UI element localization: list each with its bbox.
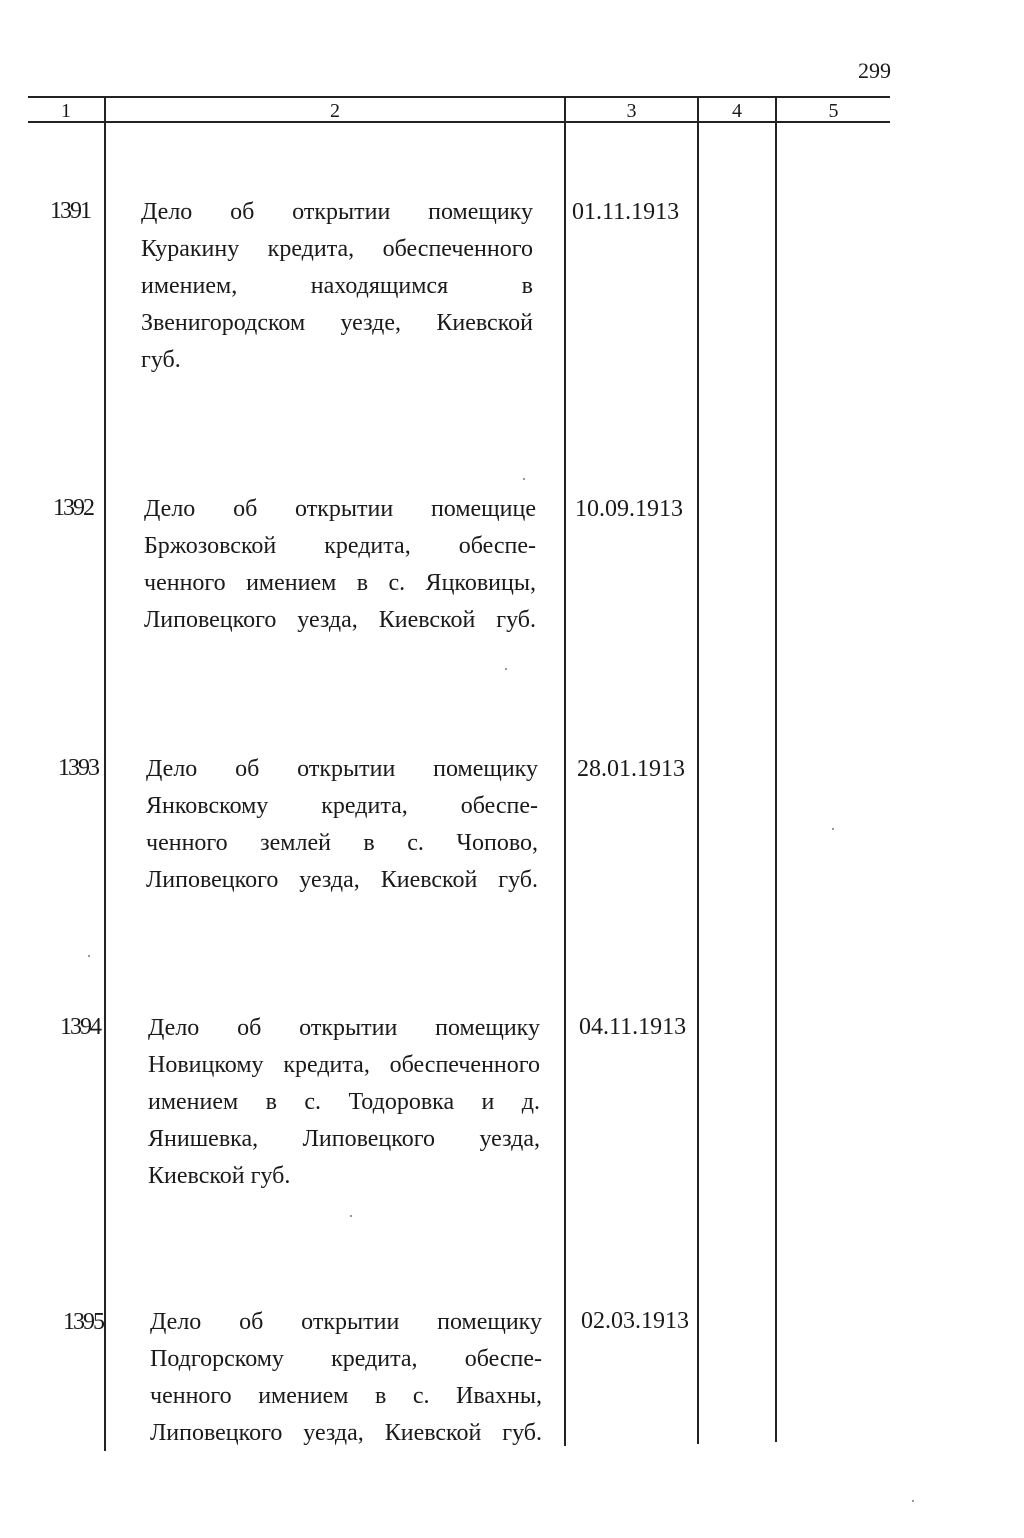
row-date: 02.03.1913 — [581, 1308, 689, 1334]
description-line: ченного имением в с. Яцковицы, — [144, 570, 536, 596]
row-date: 10.09.1913 — [575, 496, 683, 522]
row-description — [146, 751, 538, 899]
description-line: Дело об открытии помещику — [148, 1015, 540, 1041]
scan-speck — [832, 828, 834, 830]
scan-speck — [912, 1500, 914, 1502]
row-date: 28.01.1913 — [577, 756, 685, 782]
scan-speck — [505, 668, 507, 670]
column-header-3: 3 — [626, 100, 637, 122]
description-line: Липовецкого уезда, Киевской губ. — [146, 867, 538, 893]
scan-speck — [88, 955, 90, 957]
description-line: имением, находящимся в — [141, 273, 533, 299]
description-line: Дело об открытии помещику — [141, 199, 533, 225]
row-description — [150, 1304, 542, 1452]
row-number: 1394 — [60, 1014, 100, 1040]
column-divider-3 — [697, 96, 699, 1444]
column-divider-2 — [564, 96, 566, 1446]
table-top-rule — [28, 96, 890, 98]
column-divider-1 — [104, 96, 106, 1451]
description-line: Липовецкого уезда, Киевской губ. — [150, 1420, 542, 1446]
description-line: Новицкому кредита, обеспеченного — [148, 1052, 540, 1078]
description-line: Киевской губ. — [148, 1163, 291, 1189]
column-header-2: 2 — [330, 100, 340, 122]
scan-speck — [523, 478, 525, 480]
column-divider-4 — [775, 96, 777, 1442]
description-line: Дело об открытии помещику — [150, 1309, 542, 1335]
description-line: губ. — [141, 347, 181, 373]
description-line: Янишевка, Липовецкого уезда, — [148, 1126, 540, 1152]
row-number: 1392 — [53, 495, 93, 521]
description-line: Подгорскому кредита, обеспе- — [150, 1346, 542, 1372]
row-description — [141, 194, 533, 379]
row-number: 1391 — [50, 198, 90, 224]
row-number: 1395 — [63, 1309, 103, 1335]
column-header-1: 1 — [61, 100, 71, 122]
description-line: Янковскому кредита, обеспе- — [146, 793, 538, 819]
description-line: Дело об открытии помещику — [146, 756, 538, 782]
column-header-5: 5 — [828, 100, 839, 122]
scan-speck — [350, 1215, 352, 1217]
description-line: ченного землей в с. Чопово, — [146, 830, 538, 856]
page-number: 299 — [858, 58, 891, 83]
description-line: Звенигородском уезде, Киевской — [141, 310, 533, 336]
row-date: 04.11.1913 — [579, 1014, 687, 1040]
column-header-4: 4 — [732, 100, 742, 122]
description-line: Дело об открытии помещице — [144, 496, 536, 522]
description-line: Липовецкого уезда, Киевской губ. — [144, 607, 536, 633]
description-line: имением в с. Тодоровка и д. — [148, 1089, 540, 1115]
row-description — [148, 1010, 540, 1195]
description-line: Куракину кредита, обеспеченного — [141, 236, 533, 262]
description-line: ченного имением в с. Ивахны, — [150, 1383, 542, 1409]
description-line: Бржозовской кредита, обеспе- — [144, 533, 536, 559]
row-description — [144, 491, 536, 639]
row-number: 1393 — [58, 755, 98, 781]
row-date: 01.11.1913 — [572, 199, 680, 225]
